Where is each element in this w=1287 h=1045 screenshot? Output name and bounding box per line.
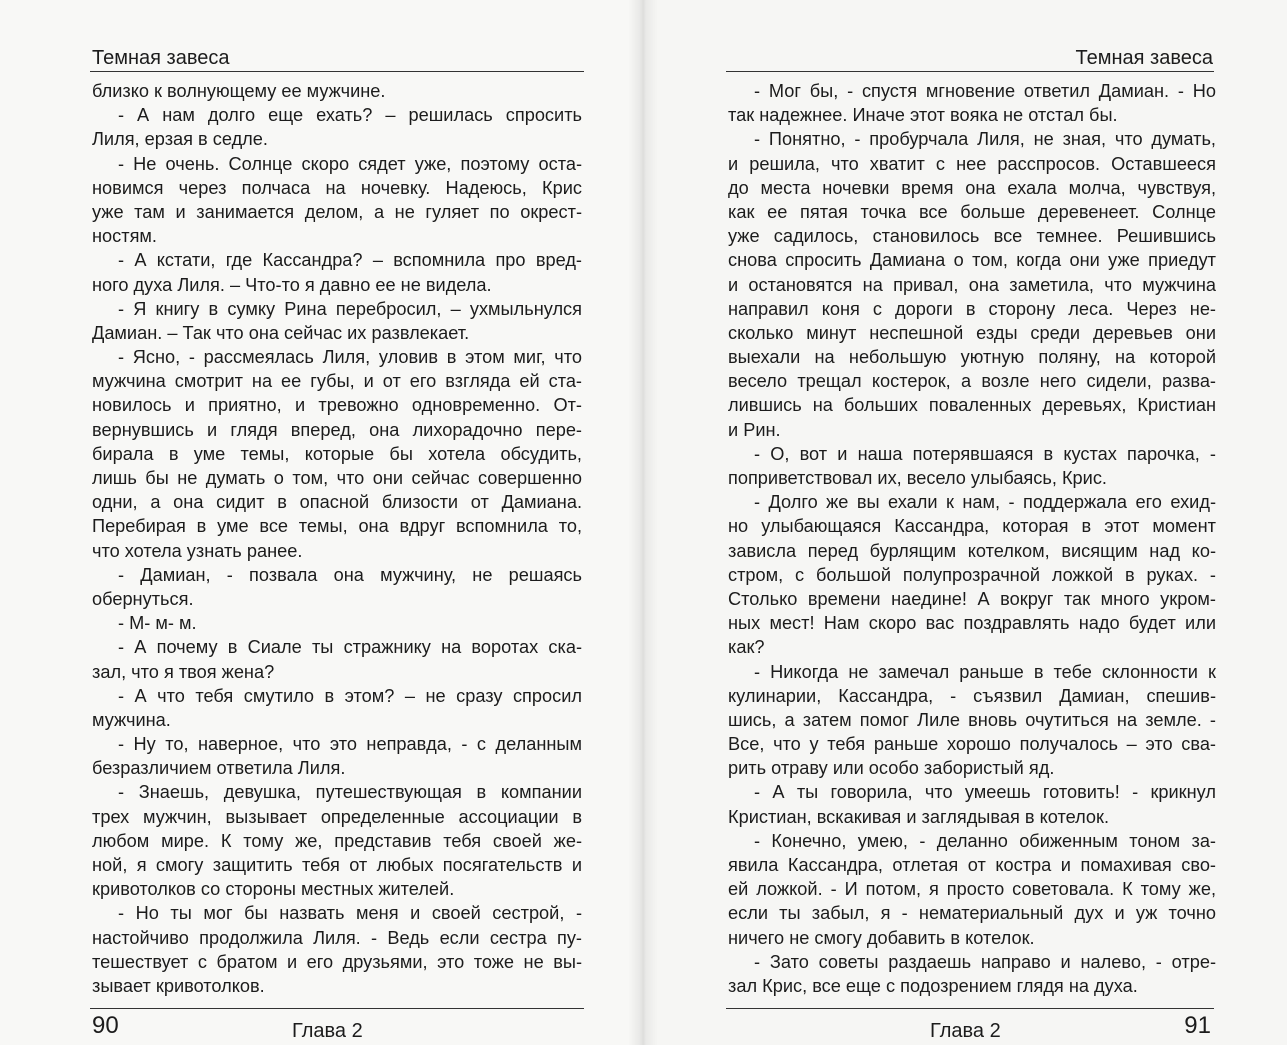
text-line: - Зато советы раздаешь направо и налево, - отре- [754,951,1216,972]
text-line: - О, вот и наша потерявшаяся в кустах парочка, - [754,443,1216,464]
header-rule [90,71,584,72]
text-line: настойчиво продолжила Лиля. - Ведь если сестра пу- [92,927,582,948]
left-page [0,0,640,1045]
text-line: до места ночевки время она ехала молча, чувствуя, [728,177,1216,198]
text-line: - Долго же вы ехали к нам, - поддержала его ехид- [754,492,1216,513]
footer-rule [90,1008,584,1009]
text-line: и решила, что хватит с нее расспросов. Оставшееся [728,153,1216,174]
page-body-text [92,79,582,998]
text-line: Перебирая в уме все темы, она вдруг вспомнила то, [92,516,582,537]
text-line: Дамиан. – Так что она сейчас их развлекает. [92,322,470,343]
text-line: зывает кривотолков. [92,975,265,996]
text-line: стром, с большой полупрозрачной ложкой в руках. - [728,564,1216,585]
text-line: что хотела узнать ранее. [92,540,303,561]
text-line: безразличием ответила Лиля. [92,758,346,779]
text-line: рить отраву или особо забористый яд. [728,758,1055,779]
text-line: мужчина. [92,709,171,730]
text-line: шись, а затем помог Лиле вновь очутиться на земле. - [728,709,1216,730]
text-line: ных мест! Нам скоро вас поздравлять надо будет или [728,613,1216,634]
text-line: направил коня с дороги в сторону леса. Через не- [728,298,1216,319]
text-line: - А ты говорила, что умеешь готовить! - крикнул [754,782,1216,803]
text-line: как ее пятая точка все больше деревенеет. Солнце [728,201,1216,222]
text-line: лишь бы не думать о том, что они сейчас совершенно [92,468,582,488]
right-page [640,0,1287,1045]
text-line: ничего не смогу добавить в котелок. [728,927,1035,948]
text-line: одни, а она сидит в опасной близости от Дамиана. [92,492,582,513]
text-line: Столько времени наедине! А вокруг так много укром- [728,588,1216,609]
text-line: тешествует с братом и его друзьями, это тоже не вы- [92,951,582,972]
text-line: обернуться. [92,588,194,609]
running-header: Темная завеса [92,47,230,69]
text-line: - А кстати, где Кассандра? – вспомнила про вред- [118,250,582,271]
text-line: - А нам долго еще ехать? – решилась спросить [118,105,582,126]
text-line: ного духа Лиля. – Что-то я давно ее не видела. [92,274,492,295]
text-line: и остановятся на привал, она заметила, что мужчина [728,274,1216,295]
text-line: новимся через полчаса на ночевку. Надеюсь, Крис [92,177,582,198]
page-body-text [728,79,1216,998]
text-line: близко к волнующему ее мужчине. [92,81,386,101]
page-number: 90 [92,1012,119,1039]
text-line: уже садилось, становилось все темнее. Решившись [728,226,1216,247]
header-rule [726,71,1214,72]
footer-rule [726,1008,1214,1009]
text-line: новилось и приятно, и тревожно одновременно. От- [92,395,582,416]
text-line: - Понятно, - пробурчала Лиля, не зная, что думать, [754,129,1216,150]
text-line: любом мире. К тому же, представив тебя своей же- [92,830,582,851]
book-gutter-shadow [628,0,658,1045]
text-line: - Ну то, наверное, что это неправда, - с деланным [118,734,582,755]
text-line: Кристиан, вскакивая и заглядывая в котелок. [728,806,1110,827]
text-line: как? [728,637,765,658]
text-line: кривотолков со стороны местных жителей. [92,879,455,900]
text-line: зал Крис, все еще с подозрением глядя на духа. [728,975,1138,996]
text-line: - Дамиан, - позвала она мужчину, не решаясь [118,564,582,585]
text-line: - Конечно, умею, - деланно обиженным тоном за- [754,830,1216,851]
text-line: зал, что я твоя жена? [92,661,275,682]
text-line: уже там и занимается делом, а не гуляет по окрест- [92,201,582,222]
text-line: - Знаешь, девушка, путешествующая в компании [118,782,582,803]
text-line: - Никогда не замечал раньше в тебе склонности к [754,661,1216,682]
text-line: сколько минут неспешной езды среди деревьев они [728,322,1216,343]
text-line: Лиля, ерзая в седле. [92,129,268,150]
text-line: зависла перед бурлящим котелком, висящим над ко- [728,540,1216,561]
text-line: ностям. [92,226,157,247]
text-line: - А что тебя смутило в этом? – не сразу спросил [118,685,582,706]
text-line: вернувшись и глядя вперед, она лихорадочно пере- [92,419,582,440]
text-line: если ты забыл, я - нематериальный дух и уж точно [728,903,1216,924]
page-number: 91 [1184,1012,1211,1039]
text-line: - Я книгу в сумку Рина перебросил, – ухмыльнулся [118,298,582,319]
text-line: лившись на больших поваленных деревьях, Кристиан [728,395,1216,416]
text-line: явила Кассандра, отлетая от костра и помахивая сво- [728,855,1216,875]
text-line: - А почему в Сиале ты стражнику на воротах ска- [118,637,582,658]
text-line: бирала в уме темы, которые бы хотела обсудить, [92,443,582,464]
text-line: выехали на небольшую уютную поляну, на которой [728,347,1216,368]
text-line: весело трещал костерок, а возле него сидели, разва- [728,371,1216,392]
text-line: трех мужчин, вызывает определенные ассоциации в [92,806,582,827]
text-line: но улыбающаяся Кассандра, которая в этот момент [728,516,1216,537]
text-line: кулинарии, Кассандра, - съязвил Дамиан, спешив- [728,685,1216,706]
chapter-label: Глава 2 [930,1020,1001,1042]
text-line: и Рин. [728,419,781,440]
text-line: ей ложкой. - И потом, я просто советовала. К тому же, [728,879,1216,900]
text-line: Все, что у тебя раньше хорошо получалось – это сва- [728,734,1216,755]
text-line: - Ясно, - рассмеялась Лиля, уловив в этом миг, что [118,347,582,368]
text-line: ной, я смогу защитить тебя от любых посягательств и [92,855,582,875]
running-header: Темная завеса [1075,47,1213,69]
text-line: так надежнее. Иначе этот вояка не отстал бы. [728,105,1118,126]
text-line: - Не очень. Солнце скоро сядет уже, поэтому оста- [118,153,582,174]
text-line: поприветствовал их, весело улыбаясь, Крис. [728,468,1107,488]
text-line: мужчина смотрит на ее губы, и от его взгляда ей ста- [92,371,582,392]
chapter-label: Глава 2 [292,1020,363,1042]
text-line: - Мог бы, - спустя мгновение ответил Дамиан. - Но [754,81,1216,101]
text-line: - М- м- м. [118,613,197,634]
text-line: - Но ты мог бы назвать меня и своей сестрой, - [118,903,582,924]
text-line: снова спросить Дамиана о том, когда они уже приедут [728,250,1216,271]
